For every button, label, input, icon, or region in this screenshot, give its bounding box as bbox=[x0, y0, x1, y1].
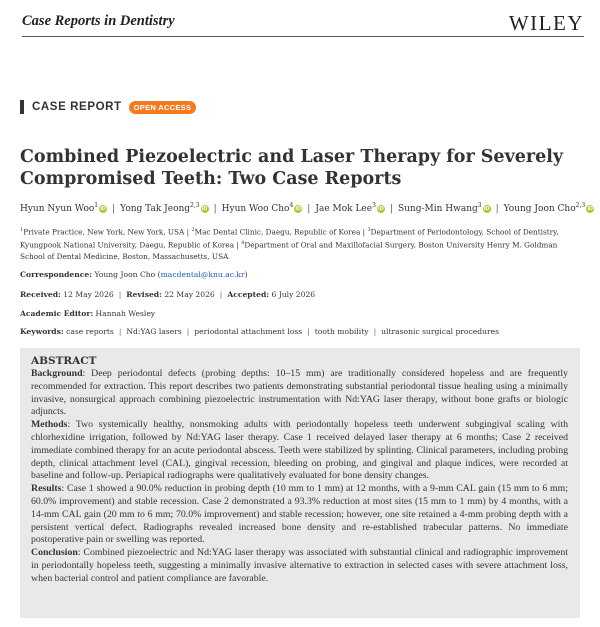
date-separator: | bbox=[219, 290, 223, 299]
received-date: 12 May 2026 bbox=[63, 290, 114, 299]
author-affiliation-ref: 3 bbox=[372, 202, 376, 209]
affiliation-text: Department of Periodontology, School of Dentistry, Kyungpook National University, Daegu, Republic of Korea bbox=[20, 227, 559, 250]
abstract-methods bbox=[31, 419, 568, 483]
author-affiliation-ref: 1 bbox=[94, 202, 99, 209]
correspondence-label: Correspondence: bbox=[20, 270, 93, 279]
abstract-conclusion bbox=[31, 547, 568, 585]
keyword[interactable]: case reports bbox=[66, 327, 114, 336]
keyword-separator: | bbox=[307, 327, 310, 336]
keyword-separator: | bbox=[118, 327, 122, 336]
header-divider bbox=[22, 36, 584, 37]
correspondence-name: Young Joon Cho bbox=[94, 270, 156, 279]
results-label: Results bbox=[31, 483, 62, 495]
author-separator: | bbox=[307, 204, 311, 214]
article-type-bar bbox=[20, 100, 196, 114]
open-access-badge: OPEN ACCESS bbox=[129, 101, 197, 114]
conclusion-label: Conclusion bbox=[31, 547, 78, 559]
author[interactable] bbox=[504, 204, 595, 214]
author[interactable] bbox=[398, 204, 491, 214]
keyword[interactable]: periodontal attachment loss bbox=[194, 327, 303, 336]
affiliation-text: Mac Dental Clinic, Daegu, Republic of Korea bbox=[194, 227, 361, 237]
affiliation-number: 3 bbox=[367, 227, 371, 233]
methods-text: : Two systemically healthy, nonsmoking adults with periodontally hopeless teeth underwent subgingival scaling with chlorhexidine irrigation, followed by Nd:YAG laser therapy. Case 1 received delayed laser therapy at 6 months; Case 2 received immediate combined therapy for an acute periodontal abscess. Teeth were stabilized by splinting. Clinical parameters, including probing depth, clinical attachment level (CAL), gingival recession, bleeding on probing, and gingival and plaque indices, were recorded at baseline and follow-up. Periapical radiographs were qualitatively evaluated for bone density changes. bbox=[31, 419, 568, 482]
article-title: Combined Piezoelectric and Laser Therapy for Severely Compromised Teeth: Two Case Reports bbox=[20, 147, 564, 189]
abstract-box bbox=[20, 348, 580, 618]
article-dates bbox=[20, 290, 582, 299]
conclusion-text: : Combined piezoelectric and Nd:YAG laser therapy was associated with substantial clinical and radiographic improvement in periodontally hopeless teeth, suggesting a minimally invasive alternative to extraction in selected cases with severe attachment loss, when bacterial control and patient compliance are favorable. bbox=[31, 547, 568, 584]
keywords bbox=[20, 327, 582, 336]
keyword[interactable]: Nd:YAG lasers bbox=[126, 327, 182, 336]
author-list bbox=[20, 202, 593, 214]
keywords-label: Keywords: bbox=[20, 327, 64, 336]
orcid-icon[interactable]: iD bbox=[201, 206, 208, 212]
author-name: Yong Tak Jeong bbox=[120, 204, 191, 214]
orcid-icon[interactable]: iD bbox=[483, 206, 490, 212]
journal-name: Case Reports in Dentistry bbox=[22, 13, 175, 29]
editor-label: Academic Editor: bbox=[20, 309, 94, 318]
abstract-background bbox=[31, 368, 568, 419]
background-text: : Deep periodontal defects (probing depths: 10–15 mm) are traditionally considered hopeless and are frequently recommended for extraction. This report describes two patients demonstrating substantial periodontal tissue healing using a minimally invasive, nonsurgical approach combining piezoelectric instrumentation with Nd:YAG laser therapy, without bone grafts or biologic adjuncts. bbox=[31, 368, 568, 418]
author[interactable] bbox=[20, 204, 107, 214]
affiliation-number: 4 bbox=[241, 239, 245, 246]
author[interactable] bbox=[315, 204, 385, 214]
abstract-results bbox=[31, 483, 568, 547]
author-separator: | bbox=[389, 204, 393, 214]
orcid-icon[interactable]: iD bbox=[587, 206, 593, 212]
author-separator: | bbox=[213, 204, 217, 214]
author-name: Hyun Nyun Woo bbox=[20, 204, 95, 214]
revised-label: Revised: bbox=[126, 290, 162, 299]
academic-editor bbox=[20, 309, 582, 318]
abstract-heading: ABSTRACT bbox=[31, 355, 97, 367]
author-name: Young Joon Cho bbox=[503, 204, 576, 214]
author-name: Jae Mok Lee bbox=[315, 204, 373, 214]
keyword[interactable]: ultrasonic surgical procedures bbox=[381, 327, 500, 336]
editor-name: Hannah Wesley bbox=[95, 309, 156, 318]
keyword[interactable]: tooth mobility bbox=[314, 327, 369, 336]
received-label: Received: bbox=[20, 290, 61, 299]
keyword-separator: | bbox=[373, 327, 377, 336]
author[interactable] bbox=[222, 204, 303, 214]
author-affiliation-ref: 4 bbox=[289, 202, 294, 209]
author-name: Hyun Woo Cho bbox=[221, 204, 290, 214]
article-type-label: CASE REPORT bbox=[32, 101, 122, 113]
orcid-icon[interactable]: iD bbox=[378, 206, 384, 212]
correspondence-email-link[interactable]: macdental@knu.ac.kr bbox=[160, 270, 245, 279]
affiliation-text: Private Practice, New York, New York, USA bbox=[23, 227, 185, 237]
affiliation-number: 2 bbox=[191, 227, 195, 233]
author-separator: | bbox=[112, 204, 116, 214]
affiliation-number: 1 bbox=[20, 227, 24, 233]
methods-label: Methods bbox=[31, 419, 68, 431]
revised-date: 22 May 2026 bbox=[164, 290, 215, 299]
results-text: : Case 1 showed a 90.0% reduction in probing depth (10 mm to 1 mm) at 12 months, with a 9-mm CAL gain (15 mm to 6 mm; 60.0% improvement) and stable recession. Case 2 demonstrated a 93.3% reduction at most sites (15 mm to 1 mm) by 4 months, with a 14-mm CAL gain (20 mm to 6 mm; 70.0% improvement) and stable recession; however, one site retained a 4-mm probing depth with a persistent vertical defect. Radiographs revealed increased bone density and re-established trabecular patterns. No immediate postoperative pain or swelling was reported. bbox=[31, 483, 568, 546]
affiliations: $^1$Private Practice, New York, New York, USA | $^2$Mac Dental Clinic, Daegu, Republic of Korea | $^3$Department of Periodontology, School of Dentistry, Kyungpook National University, Daegu, Republic of Korea | $^4$Department of Oral and Maxillofacial Surgery, Boston University Henry M. Goldman School of Dental Medicine, Boston, Massachusetts, USA bbox=[20, 227, 559, 261]
accepted-date: 6 July 2026 bbox=[271, 290, 316, 299]
journal-header bbox=[22, 12, 584, 36]
keyword-separator: | bbox=[186, 327, 190, 336]
author-affiliation-ref: 2,3 bbox=[190, 202, 200, 209]
affiliation-text: Department of Oral and Maxillofacial Surgery, Boston University Henry M. Goldman School of Dental Medicine, Boston, Massachusetts, USA bbox=[20, 240, 558, 261]
background-label: Background bbox=[31, 368, 83, 379]
orcid-icon[interactable]: iD bbox=[100, 206, 106, 212]
accepted-label: Accepted: bbox=[227, 290, 270, 299]
author-name: Sung-Min Hwang bbox=[397, 204, 478, 214]
correspondence: Correspondence: Young Joon Cho (macdental@knu.ac.kr) bbox=[20, 270, 248, 279]
author[interactable] bbox=[120, 204, 208, 214]
article-type-marker bbox=[20, 100, 24, 114]
author-separator: | bbox=[495, 204, 499, 214]
author-affiliation-ref: 2,3 bbox=[575, 202, 586, 209]
author-affiliation-ref: 3 bbox=[477, 202, 482, 209]
date-separator: | bbox=[118, 290, 122, 299]
publisher-logo: WILEY bbox=[508, 11, 584, 35]
orcid-icon[interactable]: iD bbox=[295, 206, 302, 212]
